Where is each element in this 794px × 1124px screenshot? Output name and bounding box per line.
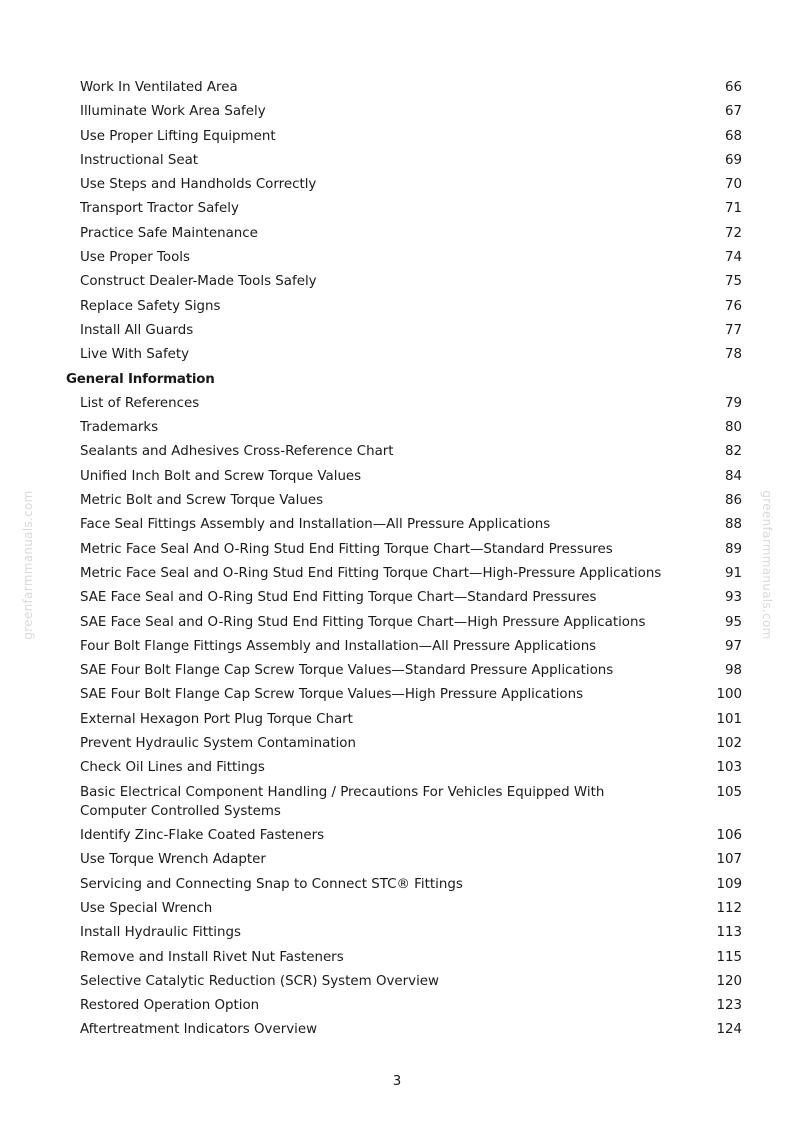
toc-entry-page: 93 <box>724 590 742 606</box>
toc-entry-title: List of References <box>80 395 200 411</box>
toc-entry-title: Check Oil Lines and Fittings <box>80 760 265 776</box>
toc-entry-title: Identify Zinc-Flake Coated Fasteners <box>80 828 325 844</box>
toc-entry-page: 82 <box>724 444 742 460</box>
toc-entry-title: Selective Catalytic Reduction (SCR) System Overview <box>80 973 439 989</box>
toc-entry[interactable] <box>0 319 794 343</box>
toc-entry-page: 98 <box>724 663 742 679</box>
toc-entry-title: Use Torque Wrench Adapter <box>80 852 266 868</box>
toc-entry[interactable] <box>0 76 794 100</box>
toc-entry-page: 86 <box>724 493 742 509</box>
toc-entry[interactable] <box>0 635 794 659</box>
toc-entry-page: 77 <box>724 322 742 338</box>
toc-entry[interactable] <box>0 343 794 367</box>
toc-entry-title: Use Special Wrench <box>80 901 213 916</box>
toc-entry[interactable] <box>0 246 794 270</box>
toc-entry-title: Construct Dealer-Made Tools Safely <box>80 274 317 290</box>
toc-entry-title: Servicing and Connecting Snap to Connect STC® Fittings <box>80 876 463 892</box>
toc-entry[interactable] <box>0 100 794 124</box>
toc-entry-title: SAE Face Seal and O-Ring Stud End Fitting Torque Chart—High Pressure Applications <box>80 614 646 630</box>
toc-entry-page: 101 <box>716 711 742 727</box>
toc-entry-page: 68 <box>724 128 742 144</box>
toc-entry[interactable] <box>0 197 794 221</box>
toc-entry-page: 106 <box>716 828 742 844</box>
toc-entry-page: 103 <box>716 760 742 776</box>
toc-entry[interactable] <box>0 946 794 970</box>
toc-entry-page: 84 <box>724 468 742 484</box>
toc-entry-title: Remove and Install Rivet Nut Fasteners <box>80 949 344 965</box>
toc-entry[interactable] <box>0 222 794 246</box>
toc-entry-page: 109 <box>716 876 742 892</box>
toc-entry[interactable] <box>0 873 794 897</box>
toc-entry[interactable] <box>0 659 794 683</box>
toc-entry-page: 95 <box>724 614 742 630</box>
toc-entry[interactable] <box>0 270 794 294</box>
toc-entry-page: 97 <box>724 638 742 654</box>
watermark-left: greenfarmmanuals.com <box>21 490 35 640</box>
toc-entry[interactable] <box>0 149 794 173</box>
toc-entry-page: 72 <box>724 225 742 241</box>
toc-entry-title: Unified Inch Bolt and Screw Torque Values <box>80 468 362 484</box>
toc-entry-page: 74 <box>724 250 742 266</box>
toc-entry-title: Restored Operation Option <box>80 998 260 1014</box>
toc-entry-page: 88 <box>724 517 742 533</box>
toc-entry-title: Metric Face Seal and O-Ring Stud End Fitting Torque Chart—High-Pressure Applications <box>80 565 662 581</box>
toc-entry-page: 113 <box>716 925 742 941</box>
toc-entry-title: Sealants and Adhesives Cross-Reference Chart <box>80 444 394 460</box>
toc-entry[interactable] <box>0 732 794 756</box>
toc-entry-title: Metric Face Seal And O-Ring Stud End Fitting Torque Chart—Standard Pressures <box>80 541 613 557</box>
toc-entry[interactable] <box>0 970 794 994</box>
toc-entry[interactable] <box>0 683 794 707</box>
toc-entry[interactable] <box>0 708 794 732</box>
toc-entry-title: Metric Bolt and Screw Torque Values <box>80 493 324 509</box>
toc-entry[interactable] <box>0 824 794 848</box>
toc-entry-title: Install All Guards <box>80 322 194 338</box>
toc-entry[interactable] <box>0 994 794 1018</box>
toc-entry-page: 107 <box>716 852 742 868</box>
toc-entry-page: 78 <box>724 347 742 363</box>
toc-entry-page: 124 <box>716 1022 742 1038</box>
toc-entry-page: 100 <box>716 687 742 703</box>
toc-entry[interactable] <box>0 562 794 586</box>
toc-entry-title: Illuminate Work Area Safely <box>80 104 266 120</box>
toc-entry-title: Prevent Hydraulic System Contamination <box>80 736 356 752</box>
toc-entry-page: 89 <box>724 541 742 557</box>
toc-entry-page: 70 <box>724 177 742 193</box>
toc-entry[interactable] <box>0 416 794 440</box>
toc-entry-title: SAE Four Bolt Flange Cap Screw Torque Values—High Pressure Applications <box>80 687 584 703</box>
toc-entry-page: 71 <box>724 201 742 217</box>
toc-entry-page: 66 <box>724 80 742 95</box>
toc-entry-title: Basic Electrical Component Handling / Precautions For Vehicles Equipped With Computer Controlled Systems <box>80 784 605 819</box>
toc-entry-page: 67 <box>724 104 742 120</box>
toc-entry-page: 123 <box>716 998 742 1014</box>
toc-entry-page: 112 <box>716 901 742 916</box>
toc-entry-page: 75 <box>724 274 742 290</box>
toc-entry-title: Live With Safety <box>80 347 190 363</box>
toc-entry-title: Instructional Seat <box>80 152 199 168</box>
toc-entry-title: Face Seal Fittings Assembly and Installation—All Pressure Applications <box>80 517 551 533</box>
toc-entry-page: 120 <box>716 973 742 989</box>
toc-entry-title: Replace Safety Signs <box>80 298 221 314</box>
toc-entry[interactable] <box>0 921 794 945</box>
toc-entry-title: External Hexagon Port Plug Torque Chart <box>80 711 353 727</box>
toc-entry[interactable] <box>0 586 794 610</box>
toc-entry-page: 69 <box>724 152 742 168</box>
toc-entry[interactable] <box>0 781 794 825</box>
toc-entry-title: Use Steps and Handholds Correctly <box>80 177 317 193</box>
toc-entry-title: SAE Face Seal and O-Ring Stud End Fitting Torque Chart—Standard Pressures <box>80 590 597 606</box>
toc-entry-page: 80 <box>724 420 742 436</box>
toc-entry-title: Aftertreatment Indicators Overview <box>80 1022 318 1038</box>
toc-entry[interactable] <box>0 465 794 489</box>
toc-entry-title: Practice Safe Maintenance <box>80 225 258 241</box>
toc-entry-page: 102 <box>716 736 742 752</box>
toc-entry[interactable] <box>0 1018 794 1042</box>
toc-entry-page: 105 <box>716 784 742 800</box>
toc-entry-title: Work In Ventilated Area <box>80 80 238 95</box>
toc-entry-page: 79 <box>724 395 742 411</box>
toc-entry[interactable] <box>0 756 794 780</box>
toc-entry[interactable] <box>0 295 794 319</box>
toc-entry[interactable] <box>0 125 794 149</box>
toc-entry-page: 76 <box>724 298 742 314</box>
toc-entry-title: Transport Tractor Safely <box>80 201 239 217</box>
toc-section-heading[interactable] <box>0 368 794 392</box>
toc-entry-title: Install Hydraulic Fittings <box>80 925 241 941</box>
toc-entry-title: Four Bolt Flange Fittings Assembly and Installation—All Pressure Applications <box>80 638 597 654</box>
toc-entry-title: Use Proper Lifting Equipment <box>80 128 276 144</box>
toc-entry[interactable] <box>0 848 794 872</box>
toc-entry-title: SAE Four Bolt Flange Cap Screw Torque Values—Standard Pressure Applications <box>80 663 614 679</box>
toc-entry-page: 115 <box>716 949 742 965</box>
toc-entry-title: Trademarks <box>80 420 159 436</box>
watermark-right: greenfarmmanuals.com <box>760 490 774 640</box>
toc-entry-title: Use Proper Tools <box>80 250 191 266</box>
page-number: 3 <box>392 1074 402 1089</box>
toc-entry[interactable] <box>0 440 794 464</box>
toc-entry[interactable] <box>0 173 794 197</box>
toc-entry[interactable] <box>0 489 794 513</box>
toc-entry[interactable] <box>0 392 794 416</box>
table-of-contents <box>0 76 794 1043</box>
toc-entry-page: 91 <box>724 565 742 581</box>
toc-entry[interactable] <box>0 513 794 537</box>
toc-entry[interactable] <box>0 538 794 562</box>
toc-entry[interactable] <box>0 897 794 921</box>
toc-section-title: General Information <box>66 371 215 387</box>
toc-entry[interactable] <box>0 611 794 635</box>
